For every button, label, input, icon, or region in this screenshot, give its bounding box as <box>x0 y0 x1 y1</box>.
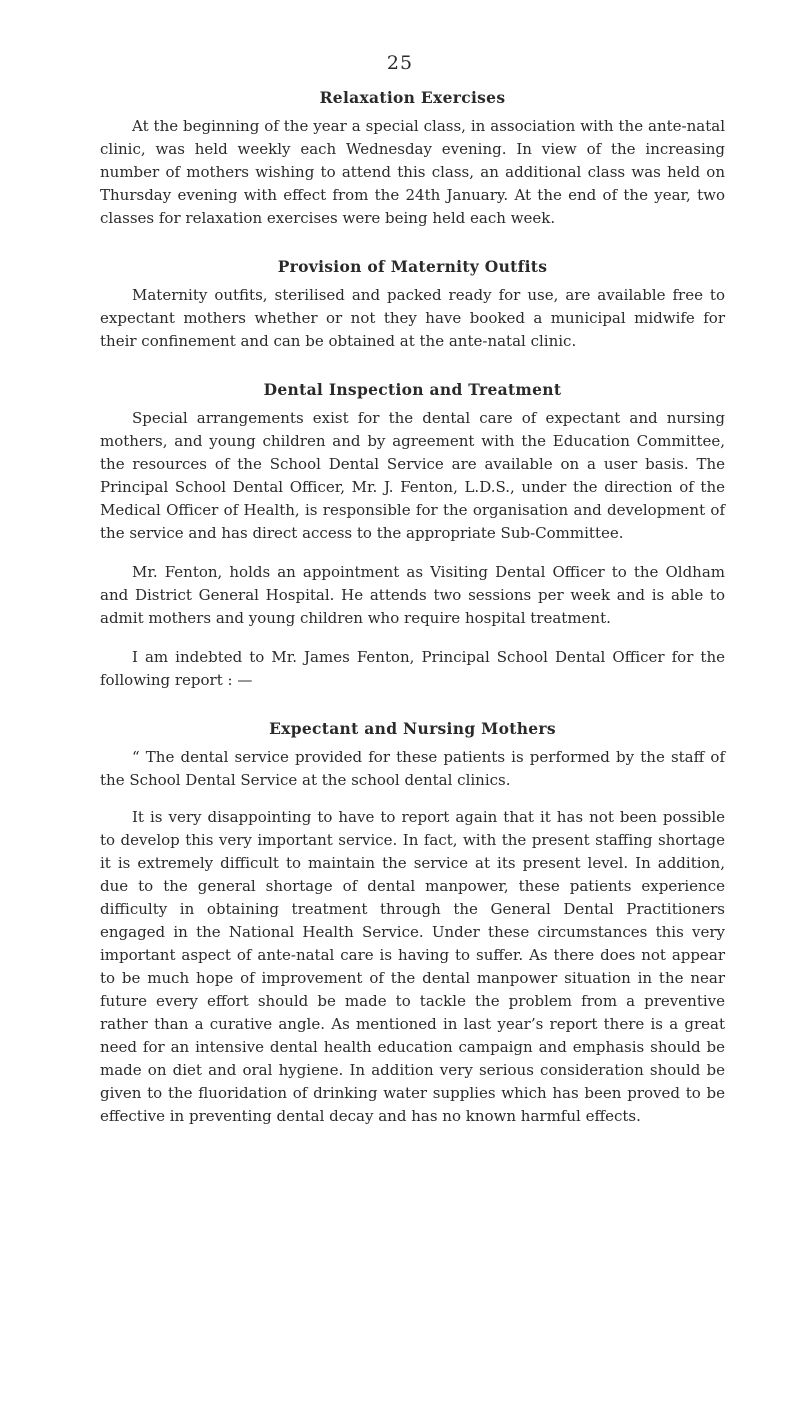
page-number: 25 <box>386 52 414 74</box>
section-dental-inspection <box>100 380 725 692</box>
section-heading: Expectant and Nursing Mothers <box>269 719 556 738</box>
paragraph: It is very disappointing to have to report again that it has not been possible to develop this very important service. In fact, with the present staffing shortage it is extremely difficult to maintain the service at its present level. In addition, due to the general shortage of dental manpower, these patients experience difficulty in obtaining treatment through the General Dental Practitioners engaged in the National Health Service. Under these circumstances this very important aspect of ante-natal care is having to suffer. As there does not appear to be much hope of improvement of the dental manpower situation in the near future every effort should be made to tackle the problem from a preventive rather than a curative angle. As mentioned in last year’s report there is a great need for an intensive dental health education campaign and emphasis should be made on diet and oral hygiene. In addition very serious consideration should be given to the fluoridation of drinking water supplies which has been proved to be effective in preventing dental decay and has no known harmful effects. <box>100 808 725 1125</box>
paragraph: At the beginning of the year a special class, in association with the ante-natal clinic, was held weekly each Wednesday evening. In view of the increasing number of mothers wishing to attend this class, an additional class was held on Thursday evening with effect from the 24th January. At the end of the year, two classes for relaxation exercises were being held each week. <box>100 117 725 227</box>
section-heading: Relaxation Exercises <box>319 88 506 107</box>
paragraph: Maternity outfits, sterilised and packed ready for use, are available free to expectant mothers whether or not they have booked a municipal midwife for their confinement and can be obtained at the ante-natal clinic. <box>100 286 725 350</box>
page-content <box>100 88 725 1155</box>
section-heading: Dental Inspection and Treatment <box>263 380 562 399</box>
paragraph: Mr. Fenton, holds an appointment as Visiting Dental Officer to the Oldham and District General Hospital. He attends two sessions per week and is able to admit mothers and young children who require hospital treatment. <box>100 563 725 627</box>
section-heading: Provision of Maternity Outfits <box>277 257 548 276</box>
paragraph: Special arrangements exist for the dental care of expectant and nursing mothers, and young children and by agreement with the Education Committee, the resources of the School Dental Service are available on a user basis. The Principal School Dental Officer, Mr. J. Fenton, L.D.S., under the direction of the Medical Officer of Health, is responsible for the organisation and development of the service and has direct access to the appropriate Sub-Committee. <box>100 409 725 542</box>
paragraph: I am indebted to Mr. James Fenton, Principal School Dental Officer for the following report : — <box>100 648 725 689</box>
section-maternity-outfits <box>100 257 725 353</box>
section-relaxation-exercises <box>100 88 725 230</box>
section-expectant-mothers <box>100 719 725 1128</box>
paragraph: “ The dental service provided for these patients is performed by the staff of the School Dental Service at the school dental clinics. <box>100 748 725 789</box>
